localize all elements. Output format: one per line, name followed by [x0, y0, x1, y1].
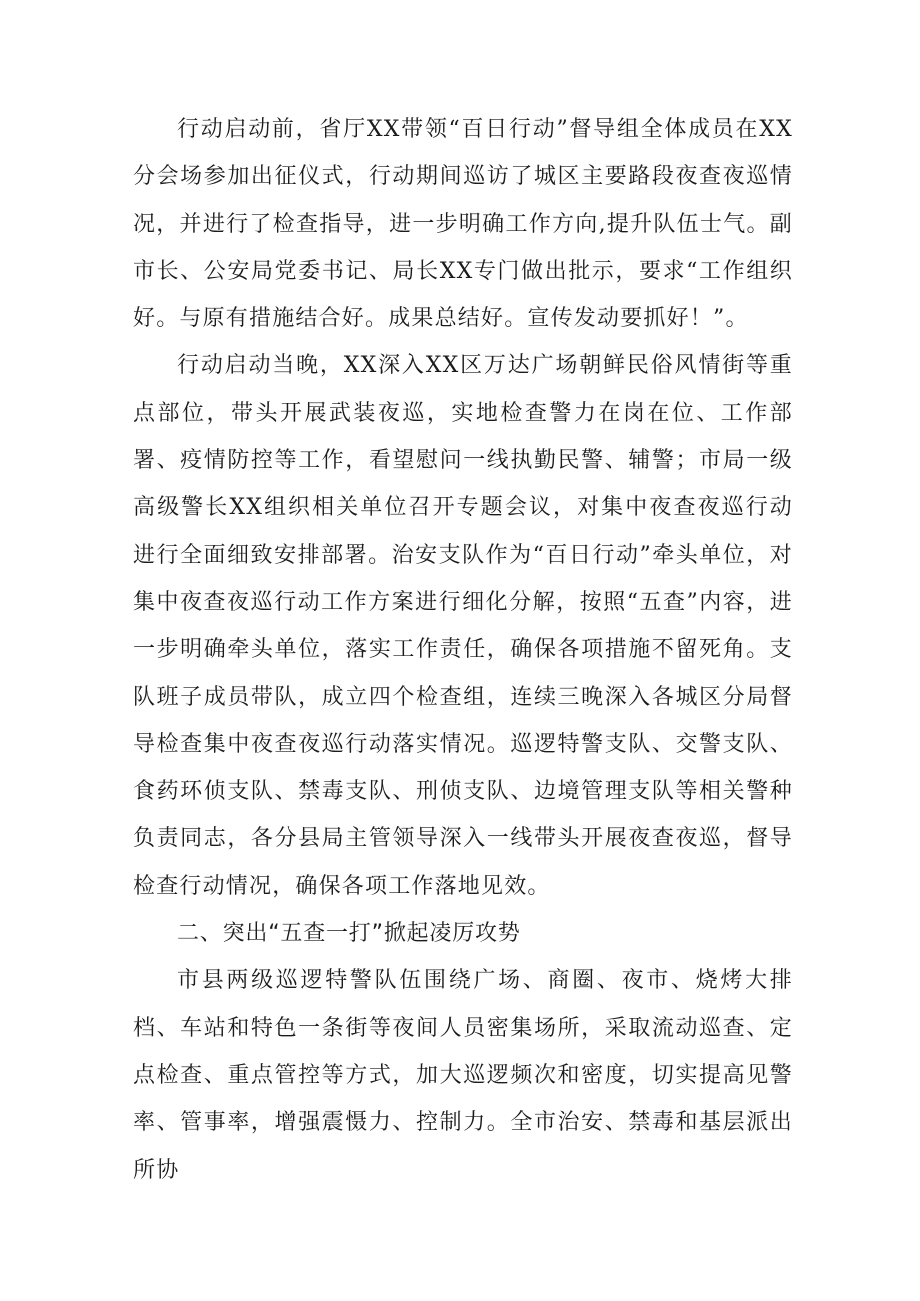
document-body [133, 106, 793, 1194]
section-heading: 二、突出“五查一打”掀起凌厉攻势 [177, 921, 521, 947]
paragraph-action-launch: 行动启动前，省厅XX带领“百日行动”督导组全体成员在XX分会场参加出征仪式，行动期间巡访了城区主要路段夜查夜巡情况，并进行了检查指导，进一步明确工作方向,提升队伍士气。副市长、公安局党委书记、局长XX专门做出批示，要求“工作组织好。与原有措施结合好。成果总结好。宣传发动要抓好！”。 [133, 117, 793, 332]
paragraph-patrol-forces: 市县两级巡逻特警队伍围绕广场、商圈、夜市、烧烤大排档、车站和特色一条街等夜间人员密集场所，采取流动巡查、定点检查、重点管控等方式，加大巡逻频次和密度，切实提高见警率、管事率，增强震慑力、控制力。全市治安、禁毒和基层派出所协 [133, 968, 793, 1183]
paragraph-launch-night: 行动启动当晚，XX深入XX区万达广场朝鲜民俗风情街等重点部位，带头开展武装夜巡，实地检查警力在岗在位、工作部署、疫情防控等工作，看望慰问一线执勤民警、辅警；市局一级高级警长XX组织相关单位召开专题会议，对集中夜查夜巡行动进行全面细致安排部署。治安支队作为“百日行动”牵头单位，对集中夜查夜巡行动工作方案进行细化分解，按照“五查”内容，进一步明确牵头单位，落实工作责任，确保各项措施不留死角。支队班子成员带队，成立四个检查组，连续三晚深入各城区分局督导检查集中夜查夜巡行动落实情况。巡逻特警支队、交警支队、食药环侦支队、禁毒支队、刑侦支队、边境管理支队等相关警种负责同志，各分县局主管领导深入一线带头开展夜查夜巡，督导检查行动情况，确保各项工作落地见效。 [133, 353, 793, 899]
